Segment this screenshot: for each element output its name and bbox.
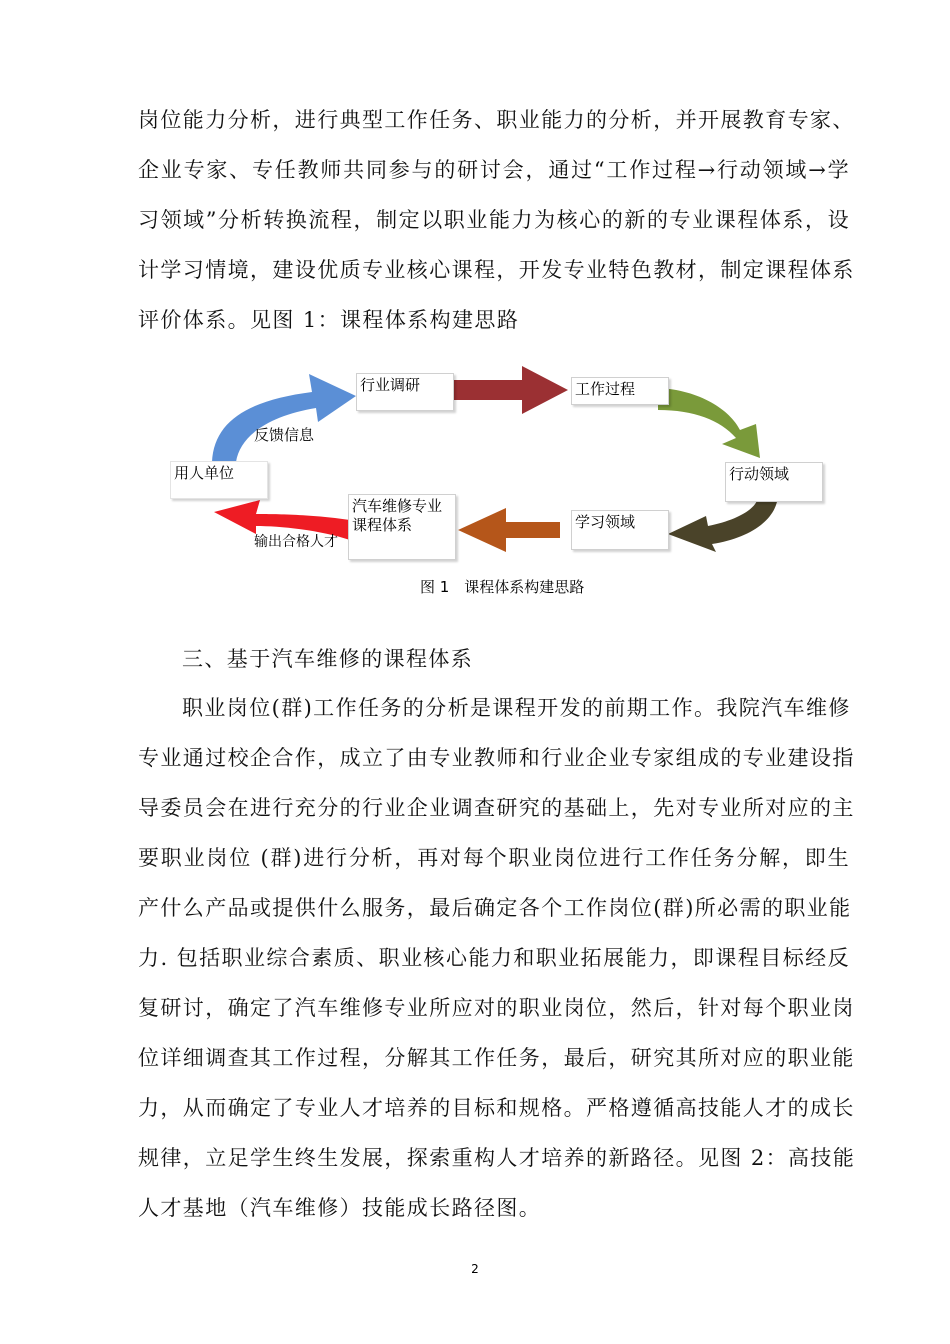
body-line-8: 位详细调查其工作过程，分解其工作任务，最后，研究其所对应的职业能 xyxy=(138,1046,855,1070)
body-line-5: 产什么产品或提供什么服务，最后确定各个工作岗位(群)所必需的职业能 xyxy=(138,896,852,920)
arrow-to-action-field xyxy=(658,388,760,458)
node-learning-field: 学习领域 xyxy=(571,510,669,550)
body-line-2: 专业通过校企合作，成立了由专业教师和行业企业专家组成的专业建设指 xyxy=(138,746,855,770)
node-employer: 用人单位 xyxy=(170,461,268,499)
body-line-11: 人才基地（汽车维修）技能成长路径图。 xyxy=(138,1196,542,1220)
label-feedback: 反馈信息 xyxy=(254,426,315,444)
body-line-1: 职业岗位(群)工作任务的分析是课程开发的前期工作。我院汽车维修 xyxy=(182,696,851,720)
figure-caption: 图 1 课程体系构建思路 xyxy=(420,578,585,596)
node-action-field: 行动领域 xyxy=(725,462,823,502)
arrow-to-learning-field xyxy=(668,496,778,552)
arrow-to-work-process xyxy=(452,366,568,414)
intro-line-5: 评价体系。见图 1：课程体系构建思路 xyxy=(138,308,520,332)
node-course-system: 汽车维修专业课程体系 xyxy=(348,494,456,560)
arrow-to-course-system xyxy=(458,508,560,552)
body-line-4: 要职业岗位 (群)进行分析，再对每个职业岗位进行工作任务分解，即生 xyxy=(138,846,850,870)
body-line-9: 力，从而确定了专业人才培养的目标和规格。严格遵循高技能人才的成长 xyxy=(138,1096,855,1120)
intro-line-2: 企业专家、专任教师共同参与的研讨会，通过“工作过程→行动领域→学 xyxy=(138,158,850,182)
feedback-arrow xyxy=(212,374,356,462)
body-line-3: 导委员会在进行充分的行业企业调查研究的基础上，先对专业所对应的主 xyxy=(138,796,855,820)
body-line-10: 规律，立足学生终生发展，探索重构人才培养的新路径。见图 2：高技能 xyxy=(138,1146,856,1170)
node-work-process: 工作过程 xyxy=(571,377,669,405)
page-number: 2 xyxy=(471,1262,479,1276)
intro-line-4: 计学习情境，建设优质专业核心课程，开发专业特色教材，制定课程体系 xyxy=(138,258,855,282)
label-output: 输出合格人才 xyxy=(254,534,338,550)
body-line-6: 力. 包括职业综合素质、职业核心能力和职业拓展能力，即课程目标经反 xyxy=(138,946,850,970)
section-heading: 三、基于汽车维修的课程体系 xyxy=(182,647,474,671)
node-industry-research: 行业调研 xyxy=(356,373,454,411)
intro-line-1: 岗位能力分析，进行典型工作任务、职业能力的分析，并开展教育专家、 xyxy=(138,108,855,132)
intro-line-3: 习领域”分析转换流程，制定以职业能力为核心的新的专业课程体系，设 xyxy=(138,208,850,232)
body-line-7: 复研讨，确定了汽车维修专业所应对的职业岗位，然后，针对每个职业岗 xyxy=(138,996,855,1020)
